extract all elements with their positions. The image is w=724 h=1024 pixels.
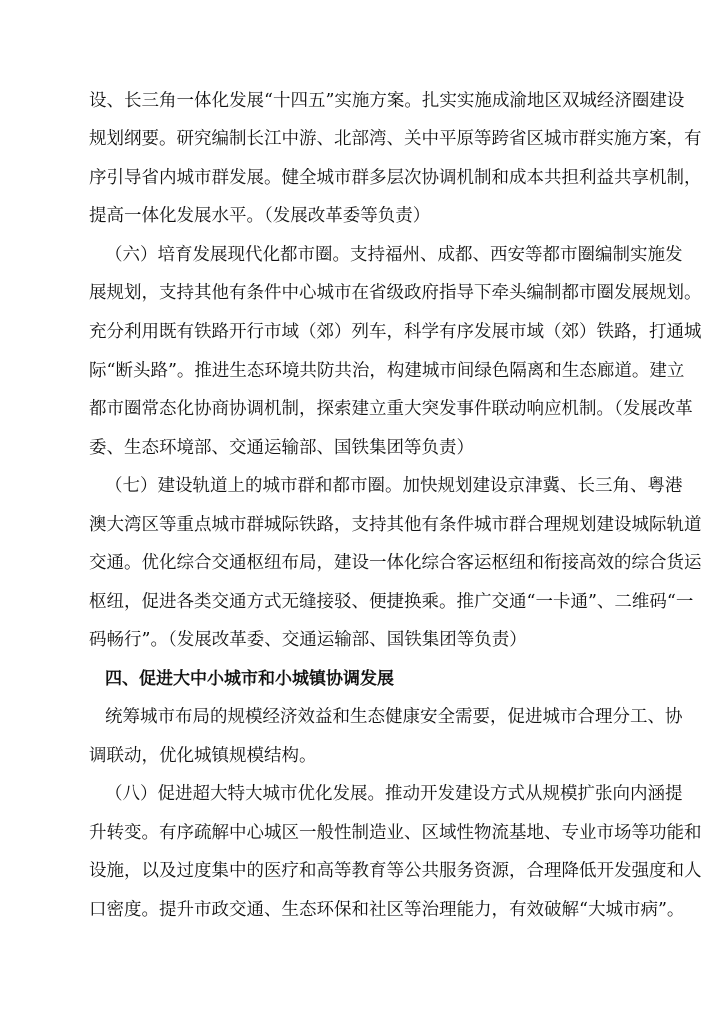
text-line: 口密度。提升市政交通、生态环保和社区等治理能力，有效破解“大城市病”。	[89, 900, 685, 920]
text-line: 展规划，支持其他有条件中心城市在省级政府指导下牵头编制都市圈发展规划。	[89, 283, 702, 303]
text-line: 码畅行”。（发展改革委、交通运输部、国铁集团等负责）	[89, 630, 527, 650]
text-line: 调联动，优化城镇规模结构。	[89, 746, 317, 766]
paragraph-eight-start: （八）促进超大特大城市优化发展。推动开发建设方式从规模扩张向内涵提	[105, 784, 683, 804]
text-line: 设、长三角一体化发展“十四五”实施方案。扎实实施成渝地区双城经济圈建设	[89, 91, 685, 111]
text-line: 委、生态环境部、交通运输部、国铁集团等负责）	[89, 438, 474, 458]
text-line: 交通。优化综合交通枢纽布局，建设一体化综合客运枢纽和衔接高效的综合货运	[89, 553, 702, 573]
section-intro: 统筹城市布局的规模经济效益和生态健康安全需要，促进城市合理分工、协	[105, 707, 683, 727]
text-line: 充分利用既有铁路开行市域（郊）列车，科学有序发展市域（郊）铁路，打通城	[89, 322, 702, 342]
text-line: 规划纲要。研究编制长江中游、北部湾、关中平原等跨省区城市群实施方案，有	[89, 129, 702, 149]
paragraph-six-start: （六）培育发展现代化都市圈。支持福州、成都、西安等都市圈编制实施发	[105, 245, 683, 265]
text-line: 设施，以及过度集中的医疗和高等教育等公共服务资源，合理降低开发强度和人	[89, 861, 702, 881]
text-line: 际“断头路”。推进生态环境共防共治，构建城市间绿色隔离和生态廊道。建立	[89, 361, 685, 381]
text-line: 序引导省内城市群发展。健全城市群多层次协调机制和成本共担利益共享机制，	[89, 168, 702, 188]
section-heading: 四、促进大中小城市和小城镇协调发展	[105, 669, 394, 689]
text-line: 都市圈常态化协商协调机制，探索建立重大突发事件联动响应机制。（发展改革	[89, 399, 693, 419]
paragraph-seven-start: （七）建设轨道上的城市群和都市圈。加快规划建设京津冀、长三角、粤港	[105, 476, 683, 496]
text-line: 提高一体化发展水平。（发展改革委等负责）	[89, 206, 431, 226]
text-line: 澳大湾区等重点城市群城际铁路，支持其他有条件城市群合理规划建设城际轨道	[89, 515, 702, 535]
text-line: 枢纽，促进各类交通方式无缝接驳、便捷换乘。推广交通“一卡通”、二维码“一	[89, 592, 694, 612]
text-line: 升转变。有序疏解中心城区一般性制造业、区域性物流基地、专业市场等功能和	[89, 823, 702, 843]
